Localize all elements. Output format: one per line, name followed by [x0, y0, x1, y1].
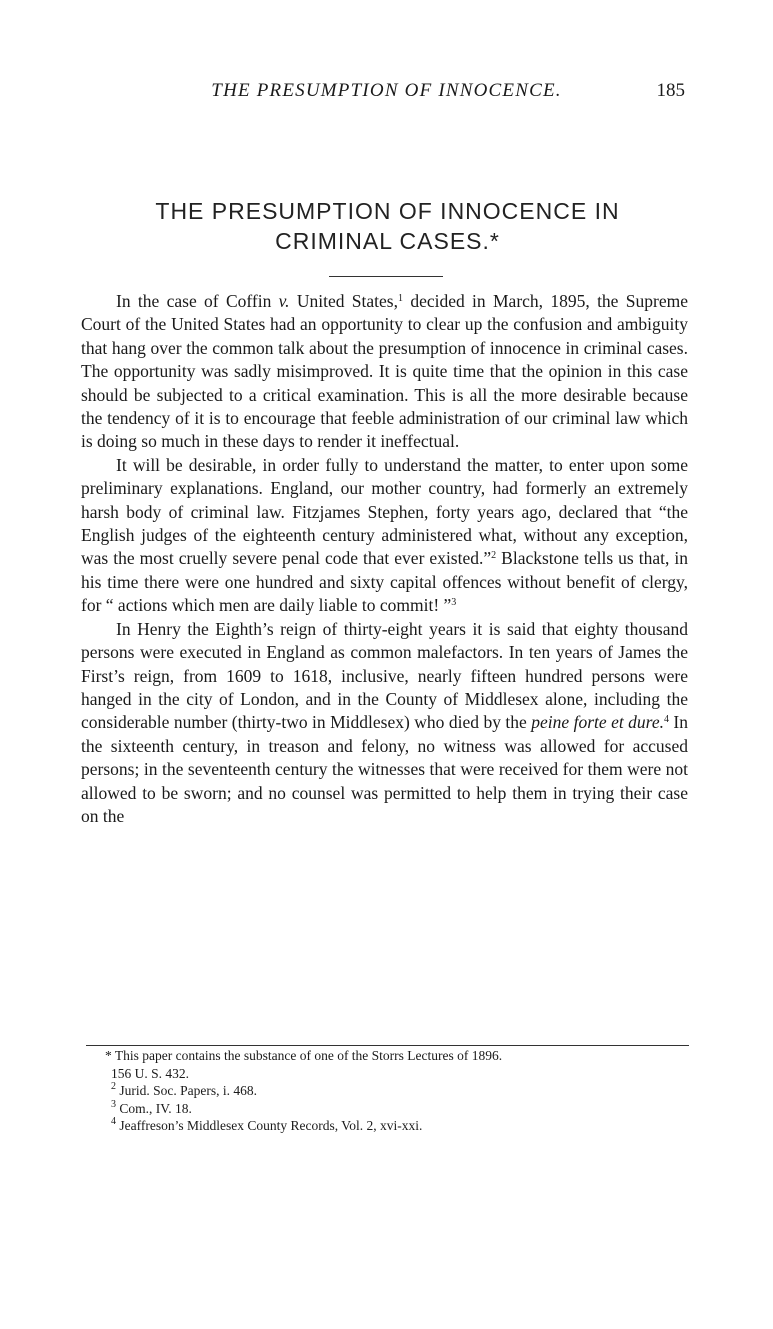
footnote-ref-4: 4: [663, 714, 669, 726]
body-text: [81, 290, 688, 828]
footnote-ref-3: 3: [451, 597, 457, 609]
p1-text-a: In the case of Coffin: [116, 291, 279, 311]
footnote-ref-2: 2: [491, 550, 497, 562]
footnote-4-mark: 4: [111, 1116, 116, 1127]
p3-latin-phrase: peine forte et dure.: [531, 712, 664, 733]
footnote-3-mark: 3: [111, 1098, 116, 1110]
footnote-2-text: Jurid. Soc. Papers, i. 468.: [116, 1083, 257, 1098]
p1-text-c: decided in March, 1895, the Supreme Court of the United States had an opportunity to clear up the confusion and ambiguity that hang over the common talk about the presumption of innocence in criminal cases. The opportunity was sadly misimproved. It is quite time that the opinion in this case should be subjected to a critical examination. This is all the more desirable because the tendency of it is to encourage that feeble administration of our criminal law which is doing so much in these days to render it ineffectual.: [81, 291, 688, 452]
footnote-2-mark: 2: [111, 1081, 116, 1092]
footnote-3: [105, 1100, 695, 1118]
footnote-star: * This paper contains the substance of one of the Storrs Lectures of 1896.: [105, 1048, 503, 1063]
p2-text-a: It will be desirable, in order fully to understand the matter, to enter upon some preliminary explanations. England, our mother country, had formerly an extremely harsh body of criminal law. Fitzjames Stephen, forty years ago, declared that “the English judges of the eighteenth century administered what, without any exception, was the most cruelly severe penal code that ever existed.”: [81, 454, 688, 569]
page-number: 185: [656, 80, 685, 101]
footnote-2: [105, 1082, 695, 1100]
paragraph-1: [81, 290, 688, 454]
footnote-divider: [86, 1045, 689, 1046]
footnote-3-text: Com., IV. 18.: [116, 1100, 192, 1116]
article-title: [82, 196, 693, 256]
paragraph-2: [81, 454, 688, 618]
running-head: [0, 80, 773, 110]
p3-text-a: In Henry the Eighth’s reign of thirty-eight years it is said that eighty thousand persons were executed in England as common malefactors. In ten years of James the First’s reign, from 1609 to 1618, inclusive, nearly fifteen hundred persons were hanged in the city of London, and in the County of Middlesex alone, including the considerable number (thirty-two in Middlesex) who died by the: [81, 618, 688, 733]
paragraph-3: [81, 618, 688, 829]
p2-text-b: Blackstone tells us that, in his time there were one hundred and sixty capital offences without benefit of clergy, for “ actions which men are daily liable to commit! ”: [81, 548, 689, 616]
running-title: THE PRESUMPTION OF INNOCENCE.: [211, 80, 562, 101]
footnote-4-text: Jeaffreson’s Middlesex County Records, Vol. 2, xvi-xxi.: [116, 1118, 423, 1133]
article-title-line-1: THE PRESUMPTION OF INNOCENCE IN: [155, 198, 620, 224]
footnote-1: 156 U. S. 432.: [111, 1065, 190, 1081]
article-title-line-2: CRIMINAL CASES.*: [275, 228, 500, 254]
footnote-ref-1: 1: [397, 293, 403, 304]
title-divider: [329, 276, 443, 277]
footnotes: [105, 1047, 695, 1135]
footnote-4: [105, 1117, 695, 1135]
p1-versus: v.: [278, 291, 290, 311]
p3-text-b: In the sixteenth century, in treason and felony, no witness was allowed for accused persons; in the seventeenth century the witnesses that were received for them were not allowed to be sworn; and no counsel was permitted to help them in trying their case on the: [81, 712, 688, 826]
p1-text-b: United States,: [289, 291, 398, 311]
